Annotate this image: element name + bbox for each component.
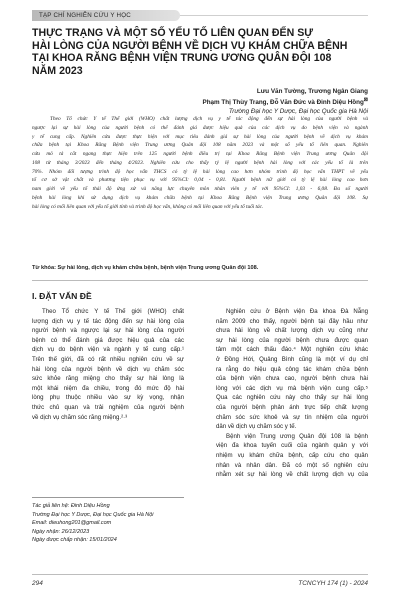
body-line: của bệnh viện chưa cao, người bệnh chưa hài: [216, 375, 368, 383]
body-line: Theo Tổ chức Y tế Thế giới (WHO) chất: [42, 308, 184, 315]
author-line-2: [203, 96, 369, 107]
body-line: chưa hài lòng về chất lượng dịch vụ cũng như: [216, 327, 368, 335]
keywords: Từ khóa: Sự hài lòng, dịch vụ khám chữa bệnh, bệnh viện Trung ương Quân đội 108.: [32, 265, 259, 271]
left-column: [32, 307, 184, 422]
journal-issue: TCNCYH 174 (1) - 2024: [298, 580, 368, 587]
body-line: dịch vụ do bệnh viện và ngành y tế cung cấp.¹: [32, 346, 184, 354]
title-line: NĂM 2023: [32, 64, 83, 77]
footnote-rule: [32, 497, 184, 498]
corresponding-email: Email: dieuhong201@gmail.com: [32, 520, 112, 526]
abstract: [32, 115, 368, 211]
body-line: nhân và nhân dân. Đã có một số nghiên cứu: [216, 461, 368, 469]
body-line: một khái niệm đa chiều, trong đó mức độ hài: [32, 384, 184, 392]
body-line: sự hài lòng của người bệnh chưa được quan: [216, 336, 368, 344]
body-line: hài lòng của người bệnh về dịch vụ chăm sóc: [32, 365, 184, 373]
body-line: dân về dịch vụ chăm sóc y tế.: [216, 423, 297, 431]
body-line: lòng với các dịch vụ mà bệnh viện cung cấp.⁵: [216, 384, 368, 392]
page-number: 294: [32, 580, 43, 587]
abstract-line: chữa bệnh tại Khoa Răng Bệnh viện Trung ương Quân đội 108 năm 2023 và một số yếu tố liên quan. Nghiên: [32, 142, 368, 149]
article-title: [32, 27, 372, 77]
body-line: ở Đồng Hới, Quảng Bình cũng là một ví dụ chỉ: [216, 355, 368, 363]
body-line: về dịch vụ chăm sóc răng miệng.²·³: [32, 413, 128, 421]
body-line: lượng dịch vụ y tế tác động đến sự hài lòng của: [32, 317, 184, 325]
abstract-line: Theo Tổ chức Y tế Thế giới (WHO) chất lượng dịch vụ y tế tác động đến sự hài lòng của người bệnh và: [50, 116, 368, 122]
abstract-line: 70%. Nhóm đối tượng trình độ học vấn THCS có tỷ lệ hài lòng cao hơn nhóm trình độ học vấn THPT về yếu: [32, 168, 368, 175]
body-line: nhằm xét sự hài lòng về chất lượng dịch vụ của: [216, 471, 368, 479]
title-line: THỰC TRẠNG VÀ MỘT SỐ YẾU TỐ LIÊN QUAN ĐẾN SỰ: [32, 27, 314, 39]
author-affiliation: Trường Đại học Y Dược, Đại học Quốc gia Hà Nội: [228, 108, 368, 116]
abstract-line: nam giới về yếu tố thái độ ứng xử và năng lực chuyên môn nhân viên y tế với 95%CI: 1,03 - 6,08. Đa số người: [32, 186, 368, 192]
accepted-date: Ngày được chấp nhận: 15/01/2024: [32, 537, 117, 543]
title-line: HÀI LÒNG CỦA NGƯỜI BỆNH VỀ DỊCH VỤ KHÁM CHỮA BỆNH: [32, 39, 348, 52]
author-block: [203, 87, 369, 116]
body-line: nhiệm vụ khám chữa bệnh, cấp cứu cho quân: [216, 451, 368, 459]
corresponding-mark-icon: ⊠: [363, 97, 368, 103]
body-line: bệnh có thể đánh giá được hiệu quả của các: [32, 336, 184, 344]
corresponding-author: Tác giả liên hệ: Đinh Diệu Hồng: [32, 503, 110, 509]
received-date: Ngày nhận: 26/12/2023: [32, 528, 90, 535]
body-line: tâm một cách thấu đáo.⁴ Một nghiên cứu khác: [216, 346, 368, 354]
body-line: Trên thế giới, đã có rất nhiều nghiên cứu về sự: [32, 355, 184, 363]
title-line: TẠI KHOA RĂNG BỆNH VIỆN TRUNG ƯƠNG QUÂN ĐỘI 108: [32, 52, 332, 65]
body-line: Bệnh viện Trung ương Quân đội 108 là bệnh: [226, 432, 368, 440]
section-heading: I. ĐẶT VẤN ĐỀ: [32, 291, 92, 301]
body-line: Nghiên cứu ở Bệnh viện Đa khoa Đà Nẵng: [226, 308, 368, 315]
body-line: Qua các nghiên cứu này cho thấy sự hài lòng: [216, 394, 368, 402]
body-line: năm 2009 cho thấy, người bệnh tại đây hầu như: [216, 317, 368, 325]
author-names: Phạm Thị Thùy Trang, Đỗ Văn Đức và Đinh Diệu Hồng: [202, 99, 364, 107]
body-line: lòng phụ thuộc nhiều vào sự kỳ vọng, nhận: [32, 394, 184, 402]
abstract-line: hài lòng có mối liên quan với yếu tố giới tính và trình độ học vấn, không có mối liên quan với yếu tố tuổi tác.: [32, 203, 264, 210]
abstract-line: y tế cung cấp. Nghiên cứu được thực hiện với mục tiêu đánh giá sự hài lòng của người bệnh về dịch vụ khám: [32, 133, 368, 140]
corresponding-affiliation: Trường Đại học Y Dược, Đại học Quốc gia Hà Nội: [32, 511, 154, 518]
body-line: của người bệnh phản ánh trực tiếp chất lượng: [216, 403, 368, 411]
abstract-line: tố cơ sở vật chất và phương tiện phục vụ với 95%CI: 0,04 - 0,81. Người bệnh nữ giới có tỷ lệ hài lòng cao hơn: [32, 177, 368, 184]
journal-header-band: TẠP CHÍ NGHIÊN CỨU Y HỌC: [32, 10, 180, 21]
correspondence-block: [32, 502, 192, 545]
body-line: người bệnh và ngược lại sự hài lòng của người: [32, 327, 184, 335]
abstract-line: cứu mô tả cắt ngang thực hiện trên 125 người bệnh điều trị tại Khoa Răng Bệnh viện Trung ương Quân đội: [32, 151, 368, 157]
body-line: ra rằng do hiệu quả công tác khám chữa bệnh: [216, 365, 368, 373]
footer-rule: [32, 574, 368, 575]
abstract-line: 108 từ tháng 3/2023 đến tháng 4/2023. Nghiên cứu cho thấy tỷ lệ người bệnh hài lòng với các yếu tố là trên: [32, 159, 368, 166]
abstract-line: bệnh hài lòng khi sử dụng dịch vụ khám chữa bệnh tại Khoa Răng Bệnh viện Trung ương Quân đội 108. Sự: [32, 194, 368, 201]
author-line-1: Lưu Văn Tường, Trương Ngân Giang: [256, 88, 368, 95]
right-column: [216, 307, 368, 480]
body-line: chăm sóc sức khoẻ và sự tín nhiệm của người: [216, 413, 368, 421]
keywords-rule: [32, 280, 368, 281]
header-rule: [180, 15, 368, 16]
body-line: thức chủ quan và trải nghiệm của người bệnh: [32, 403, 184, 411]
body-line: sức khỏe răng miệng cho thấy sự hài lòng là: [32, 375, 184, 383]
abstract-line: ngược lại sự hài lòng của người bệnh có thể đánh giá được hiệu quả của các dịch vụ do bệnh viện và ngành: [32, 124, 368, 131]
body-line: viện đa khoa tuyến cuối của ngành quân y với: [216, 442, 368, 450]
